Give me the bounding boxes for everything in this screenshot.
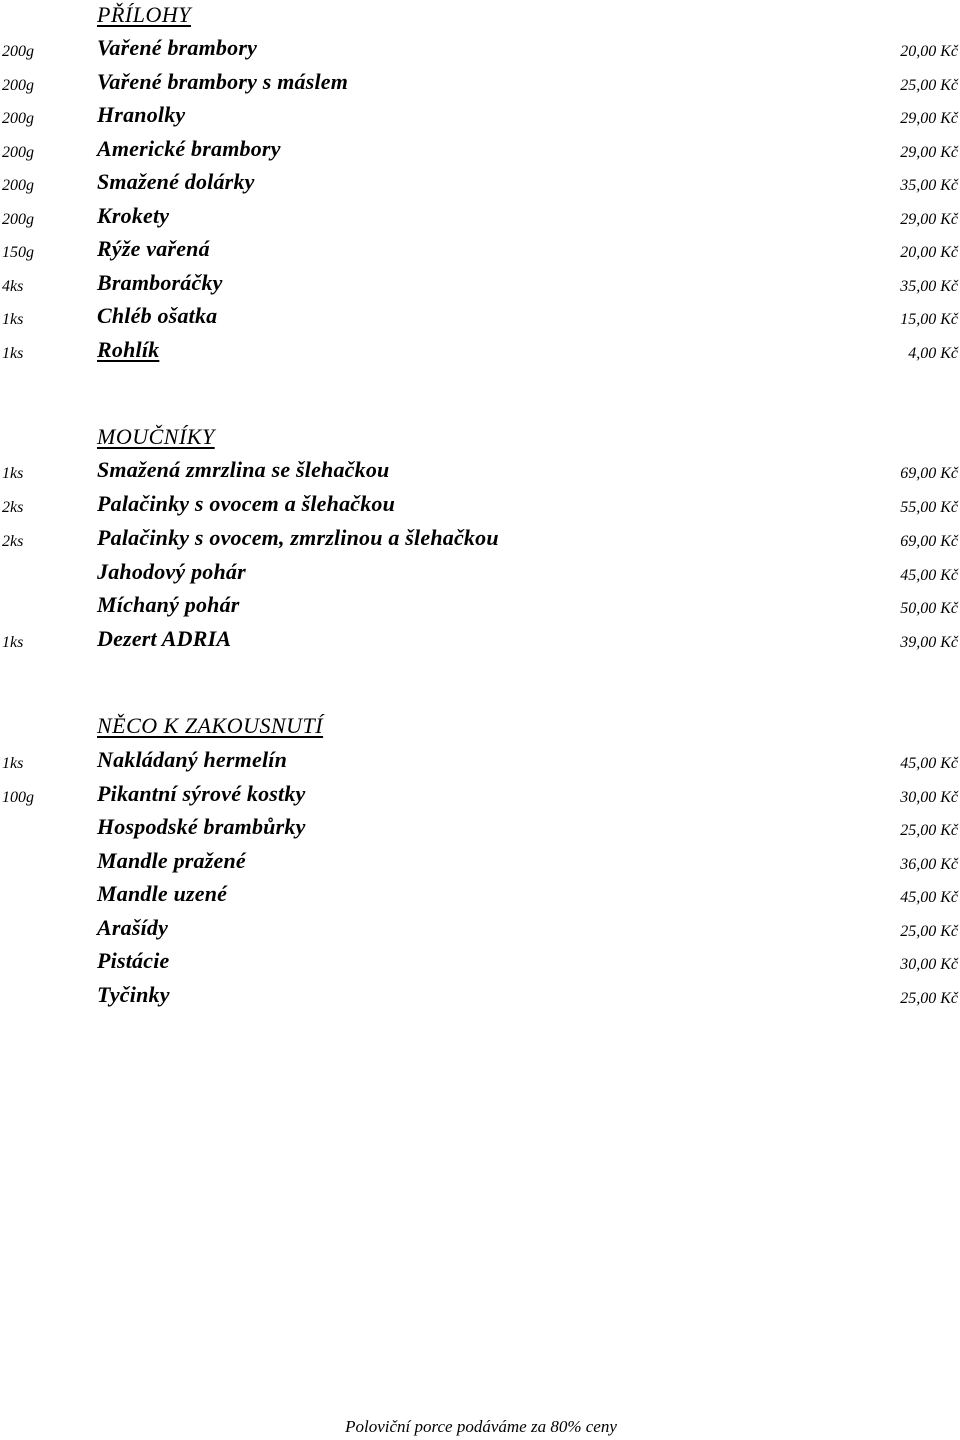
menu-item [0, 981, 960, 1015]
item-quantity: 1ks [2, 755, 24, 772]
item-quantity: 100g [2, 789, 34, 806]
item-name: Dezert ADRIA [97, 626, 232, 651]
menu-item [0, 490, 960, 524]
item-name: Rýže vařená [97, 236, 210, 261]
item-name: Vařené brambory [97, 35, 258, 60]
menu-item [0, 202, 960, 236]
menu-item [0, 68, 960, 102]
menu-item [0, 591, 960, 625]
menu-item [0, 746, 960, 780]
item-price: 15,00 Kč [900, 311, 958, 328]
item-quantity: 1ks [2, 311, 24, 328]
item-price: 39,00 Kč [900, 634, 958, 651]
item-quantity: 200g [2, 144, 34, 161]
item-price: 35,00 Kč [900, 177, 958, 194]
item-price: 69,00 Kč [900, 465, 958, 482]
item-name: Nakládaný hermelín [97, 747, 287, 772]
item-name: Míchaný pohár [97, 592, 240, 617]
item-quantity: 1ks [2, 345, 24, 362]
menu-item [0, 456, 960, 490]
menu-item [0, 847, 960, 881]
item-name: Jahodový pohár [97, 559, 246, 584]
item-price: 35,00 Kč [900, 278, 958, 295]
item-price: 30,00 Kč [900, 956, 958, 973]
section-heading: PŘÍLOHY [97, 2, 191, 27]
menu-item [0, 235, 960, 269]
item-name: Vařené brambory s máslem [97, 69, 349, 94]
item-price: 29,00 Kč [900, 211, 958, 228]
item-quantity: 200g [2, 110, 34, 127]
menu-item [0, 880, 960, 914]
menu-item [0, 269, 960, 303]
item-quantity: 150g [2, 244, 34, 261]
menu-item [0, 302, 960, 336]
item-price: 45,00 Kč [900, 567, 958, 584]
item-name: Bramboráčky [97, 270, 223, 295]
item-quantity: 1ks [2, 465, 24, 482]
item-name: Mandle uzené [97, 881, 228, 906]
item-price: 25,00 Kč [900, 77, 958, 94]
item-name: Mandle pražené [97, 848, 246, 873]
menu-item [0, 135, 960, 169]
item-quantity: 200g [2, 77, 34, 94]
item-name: Palačinky s ovocem, zmrzlinou a šlehačkou [97, 525, 499, 550]
menu-item [0, 524, 960, 558]
item-name: Hranolky [97, 102, 186, 127]
item-quantity: 2ks [2, 533, 24, 550]
item-name: Tyčinky [97, 982, 170, 1007]
item-name: Hospodské brambůrky [97, 814, 306, 839]
menu-item [0, 336, 960, 370]
item-price: 45,00 Kč [900, 889, 958, 906]
item-name: Rohlík [97, 337, 160, 362]
item-name: Chléb ošatka [97, 303, 218, 328]
item-price: 4,00 Kč [908, 345, 958, 362]
section-heading: NĚCO K ZAKOUSNUTÍ [97, 713, 324, 738]
menu-item [0, 947, 960, 981]
item-name: Smažená zmrzlina se šlehačkou [97, 457, 390, 482]
item-name: Palačinky s ovocem a šlehačkou [97, 491, 396, 516]
menu-item [0, 914, 960, 948]
item-name: Smažené dolárky [97, 169, 255, 194]
menu-item [0, 168, 960, 202]
item-price: 29,00 Kč [900, 144, 958, 161]
item-price: 20,00 Kč [900, 244, 958, 261]
item-name: Pistácie [97, 948, 170, 973]
item-price: 69,00 Kč [900, 533, 958, 550]
item-price: 20,00 Kč [900, 43, 958, 60]
section-heading: MOUČNÍKY [97, 424, 215, 449]
item-price: 25,00 Kč [900, 822, 958, 839]
item-price: 25,00 Kč [900, 923, 958, 940]
item-price: 50,00 Kč [900, 600, 958, 617]
menu-item [0, 34, 960, 68]
item-price: 29,00 Kč [900, 110, 958, 127]
item-quantity: 2ks [2, 499, 24, 516]
item-name: Krokety [97, 203, 170, 228]
item-quantity: 200g [2, 211, 34, 228]
item-name: Americké brambory [97, 136, 281, 161]
menu-item [0, 813, 960, 847]
item-price: 30,00 Kč [900, 789, 958, 806]
item-quantity: 4ks [2, 278, 24, 295]
item-quantity: 200g [2, 43, 34, 60]
menu-item [0, 780, 960, 814]
item-name: Arašídy [97, 915, 169, 940]
menu-item [0, 625, 960, 659]
item-price: 55,00 Kč [900, 499, 958, 516]
menu-item [0, 558, 960, 592]
item-quantity: 1ks [2, 634, 24, 651]
item-price: 45,00 Kč [900, 755, 958, 772]
item-name: Pikantní sýrové kostky [97, 781, 306, 806]
item-quantity: 200g [2, 177, 34, 194]
item-price: 36,00 Kč [900, 856, 958, 873]
item-price: 25,00 Kč [900, 990, 958, 1007]
footer-note: Poloviční porce podáváme za 80% ceny [345, 1417, 617, 1436]
menu-item [0, 101, 960, 135]
